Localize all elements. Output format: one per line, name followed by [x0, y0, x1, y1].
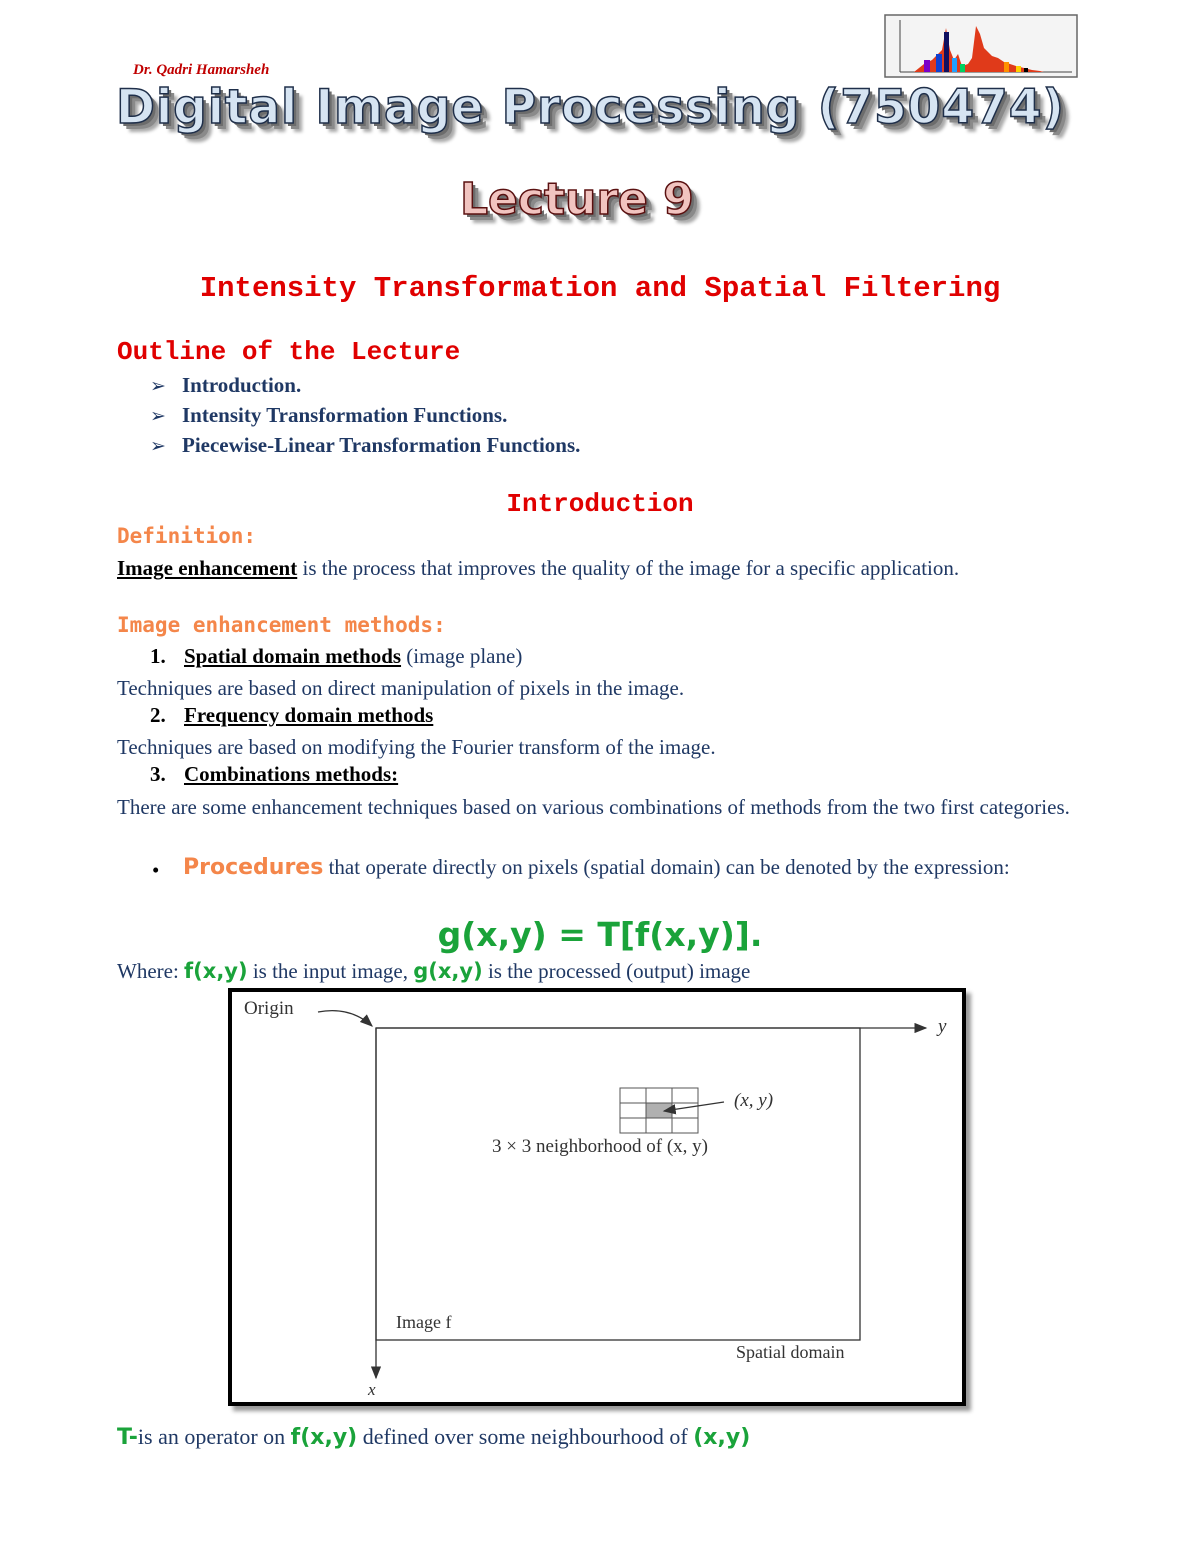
image-label: Image f: [396, 1312, 452, 1332]
author-name: Dr. Qadri Hamarsheh: [133, 62, 270, 78]
outline-heading: Outline of the Lecture: [117, 337, 461, 367]
operator-line: T-is an operator on f(x,y) defined over some neighbourhood of (x,y): [117, 1424, 751, 1450]
point-label: (x, y): [734, 1090, 774, 1111]
where-line: Where: f(x,y) is the input image, g(x,y) is the processed (output) image: [117, 959, 751, 983]
bullet-icon: •: [152, 858, 160, 882]
spatial-domain-label: Spatial domain: [736, 1342, 845, 1362]
arrow-bullet-icon: ➢: [150, 435, 166, 457]
definition-heading: Definition:: [117, 524, 257, 548]
figure-drawing: [232, 992, 962, 1402]
method-desc-3: There are some enhancement techniques based on various combinations of methods from the two first categories.: [117, 795, 1070, 819]
definition-term: Image enhancement: [117, 556, 298, 580]
outline-item: ➢ Intensity Transformation Functions.: [150, 400, 580, 430]
outline-item: ➢ Introduction.: [150, 370, 580, 400]
method-desc-1: Techniques are based on direct manipulation of pixels in the image.: [117, 676, 685, 700]
procedures-paragraph: Procedures that operate directly on pixels (spatial domain) can be denoted by the expression:: [183, 855, 1010, 880]
page-subtitle: Intensity Transformation and Spatial Filtering: [199, 272, 1001, 305]
arrow-bullet-icon: ➢: [150, 375, 166, 397]
outline-item: ➢ Piecewise-Linear Transformation Functions.: [150, 430, 580, 460]
methods-heading: Image enhancement methods:: [117, 613, 446, 637]
section-heading: Introduction: [506, 489, 694, 519]
outline-list: [150, 370, 580, 460]
neighborhood-label: 3 × 3 neighborhood of (x, y): [492, 1136, 708, 1157]
origin-label: Origin: [244, 998, 294, 1019]
x-axis-label: x: [368, 1380, 376, 1399]
origin-pointer-arrow: [318, 1011, 372, 1026]
lecture-banner: Lecture 9: [460, 174, 694, 225]
definition-paragraph: Image enhancement is the process that improves the quality of the image for a specific application.: [117, 556, 960, 580]
image-rectangle: [376, 1028, 860, 1340]
main-equation: g(x,y) = T[f(x,y)].: [437, 915, 763, 954]
method-item-1: 1. Spatial domain methods (image plane): [150, 644, 523, 668]
method-item-3: 3. Combinations methods:: [150, 762, 399, 786]
method-desc-2: Techniques are based on modifying the Fourier transform of the image.: [117, 735, 716, 759]
arrow-bullet-icon: ➢: [150, 405, 166, 427]
y-axis-label: y: [938, 1016, 947, 1037]
histogram-logo: [884, 14, 1078, 78]
method-item-2: 2. Frequency domain methods: [150, 703, 434, 727]
spatial-domain-figure: [228, 988, 966, 1406]
course-title-banner: Digital Image Processing (750474): [116, 80, 1065, 135]
